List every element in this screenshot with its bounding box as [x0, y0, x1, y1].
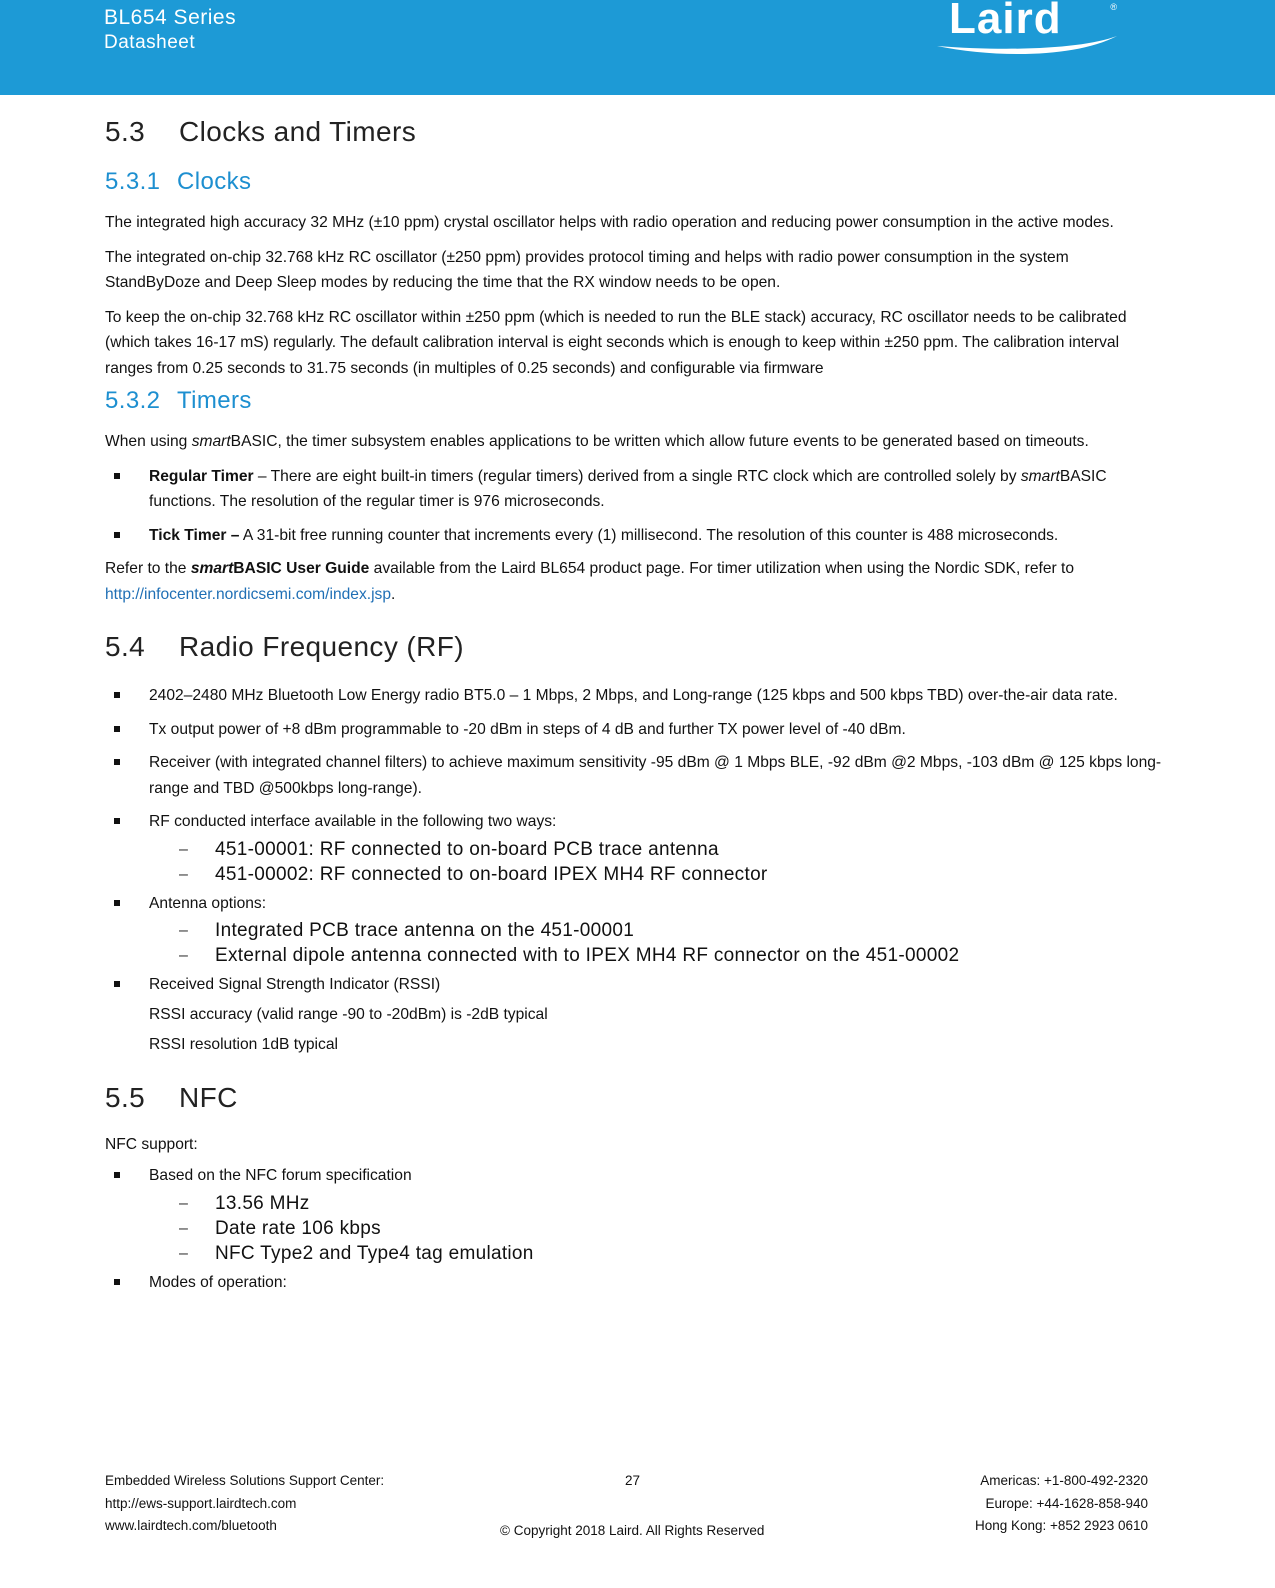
laird-logo — [935, 0, 1125, 60]
text: A 31-bit free running counter that increments every (1) millisecond. The resolution of this counter is 488 microseconds. — [239, 526, 1059, 544]
list-item — [105, 809, 1165, 835]
sublist-item: – Integrated PCB trace antenna on the 451-00001 — [105, 918, 1165, 943]
sublist-item: – 451-00002: RF connected to on-board IPEX MH4 RF connector — [105, 862, 1165, 887]
timer-list — [105, 464, 1165, 549]
text: RF conducted interface available in the following two ways: — [149, 813, 557, 830]
footer-right — [975, 1470, 1148, 1538]
rssi-resolution: RSSI resolution 1dB typical — [149, 1036, 338, 1053]
phone-americas: Americas: +1-800-492-2320 — [980, 1473, 1148, 1488]
user-guide-title: BASIC User Guide — [233, 560, 370, 577]
paragraph: The integrated on-chip 32.768 kHz RC oscillator (±250 ppm) provides protocol timing and helps with radio power consumption in the system StandByDoze and Deep Sleep modes by reducing the time that the RX window needs to be open. — [105, 248, 1069, 291]
list-item — [105, 464, 1165, 515]
subsection-number: 5.3.2 — [105, 387, 161, 414]
section-number: 5.4 — [105, 631, 146, 662]
phone-hongkong: Hong Kong: +852 2923 0610 — [974, 1518, 1148, 1533]
section-heading-5-5 — [105, 1082, 1165, 1114]
text: When using — [105, 433, 192, 450]
copyright: © Copyright 2018 Laird. All Rights Reserved — [500, 1523, 765, 1538]
paragraph — [105, 556, 1165, 607]
document-type: Datasheet — [104, 32, 196, 53]
list-item: 2402–2480 MHz Bluetooth Low Energy radio BT5.0 – 1 Mbps, 2 Mbps, and Long-range (125 kbps and 500 kbps TBD) over-the-air data rate. — [105, 683, 1165, 709]
list-item: Modes of operation: — [105, 1270, 1165, 1296]
smart-italic: smart — [1020, 467, 1060, 485]
registered-mark: ® — [1110, 2, 1117, 12]
section-number: 5.5 — [105, 1081, 146, 1113]
sublist-item: – External dipole antenna connected with to IPEX MH4 RF connector on the 451-00002 — [105, 943, 1165, 968]
nfc-sublist — [105, 1191, 1165, 1266]
sublist-item: – Date rate 106 kbps — [105, 1216, 1165, 1241]
rf-interface-sublist — [105, 837, 1165, 887]
subsection-title: Clocks — [177, 168, 252, 195]
section-title: Radio Frequency (RF) — [179, 631, 464, 662]
subsection-title: Timers — [177, 387, 252, 414]
nfc-list — [105, 1270, 1165, 1296]
paragraph: To keep the on-chip 32.768 kHz RC oscillator within ±250 ppm (which is needed to run the BLE stack) accuracy, RC oscillator needs to be calibrated (which takes 16-17 mS) regularly. The default calibration interval is eight seconds which is enough to keep within ±250 ppm. The calibration interval ranges from 0.25 seconds to 31.75 seconds (in multiples of 0.25 seconds) and configurable via firmware — [105, 308, 1127, 377]
text: . — [391, 585, 396, 603]
logo-wordmark: Laird — [949, 0, 1062, 43]
list-item: Antenna options: — [105, 891, 1165, 917]
section-title: Clocks and Timers — [179, 116, 417, 147]
list-item: Tx output power of +8 dBm programmable to -20 dBm in steps of 4 dB and further TX power level of -40 dBm. — [105, 717, 1165, 743]
text: – There are eight built-in timers (regular timers) derived from a single RTC clock which are controlled solely by — [253, 467, 1021, 485]
tick-timer-label: Tick Timer – — [149, 526, 240, 544]
page-header — [0, 0, 1275, 95]
nordic-infocenter-link[interactable]: http://infocenter.nordicsemi.com/index.jsp — [105, 585, 392, 603]
rssi-accuracy: RSSI accuracy (valid range -90 to -20dBm) is -2dB typical — [149, 1005, 548, 1023]
support-url[interactable]: http://ews-support.lairdtech.com — [105, 1495, 297, 1511]
section-heading-5-3 — [105, 116, 1165, 148]
section-title: NFC — [179, 1081, 238, 1113]
text: available from the Laird BL654 product page. For timer utilization when using the Nordic SDK, refer to — [369, 560, 1075, 577]
nfc-list — [105, 1163, 1165, 1189]
paragraph: NFC support: — [105, 1135, 198, 1153]
regular-timer-label: Regular Timer — [149, 467, 254, 485]
page-content — [105, 112, 1165, 1303]
text: Refer to the — [105, 560, 191, 577]
support-center-label: Embedded Wireless Solutions Support Center: — [105, 1473, 385, 1488]
section-heading-5-4 — [105, 631, 1165, 663]
rf-list — [105, 972, 1165, 998]
list-item — [105, 523, 1165, 549]
sublist-item: – 451-00001: RF connected to on-board PCB trace antenna — [105, 837, 1165, 862]
rf-list — [105, 891, 1165, 917]
section-number: 5.3 — [105, 116, 146, 147]
text: BASIC functions. The resolution of the regular timer is 976 microseconds. — [149, 467, 1107, 510]
website-url[interactable]: www.lairdtech.com/bluetooth — [105, 1518, 277, 1533]
list-item: Receiver (with integrated channel filters) to achieve maximum sensitivity -95 dBm @ 1 Mbps BLE, -92 dBm @2 Mbps, -103 dBm @ 125 kbps long-range and TBD @500kbps long-range). — [105, 750, 1165, 801]
paragraph — [105, 429, 1165, 455]
rf-list — [105, 683, 1165, 835]
page-number: 27 — [625, 1473, 641, 1488]
sublist-item: – 13.56 MHz — [105, 1191, 1165, 1216]
phone-europe: Europe: +44-1628-858-940 — [985, 1495, 1148, 1511]
subsection-heading-5-3-1 — [105, 168, 1165, 196]
footer-left — [105, 1470, 384, 1538]
smart-italic: smart — [191, 433, 231, 450]
list-item: Based on the NFC forum specification — [105, 1163, 1165, 1189]
sublist-item: – NFC Type2 and Type4 tag emulation — [105, 1241, 1165, 1266]
smart-italic: smart — [190, 560, 234, 577]
list-item: Received Signal Strength Indicator (RSSI) — [105, 972, 1165, 998]
paragraph: The integrated high accuracy 32 MHz (±10 ppm) crystal oscillator helps with radio operation and reducing power consumption in the active modes. — [105, 214, 1114, 231]
product-series: BL654 Series — [104, 6, 237, 29]
subsection-heading-5-3-2 — [105, 387, 1165, 415]
text: BASIC, the timer subsystem enables applications to be written which allow future events to be generated based on timeouts. — [230, 433, 1089, 450]
subsection-number: 5.3.1 — [105, 168, 161, 195]
antenna-sublist — [105, 918, 1165, 968]
